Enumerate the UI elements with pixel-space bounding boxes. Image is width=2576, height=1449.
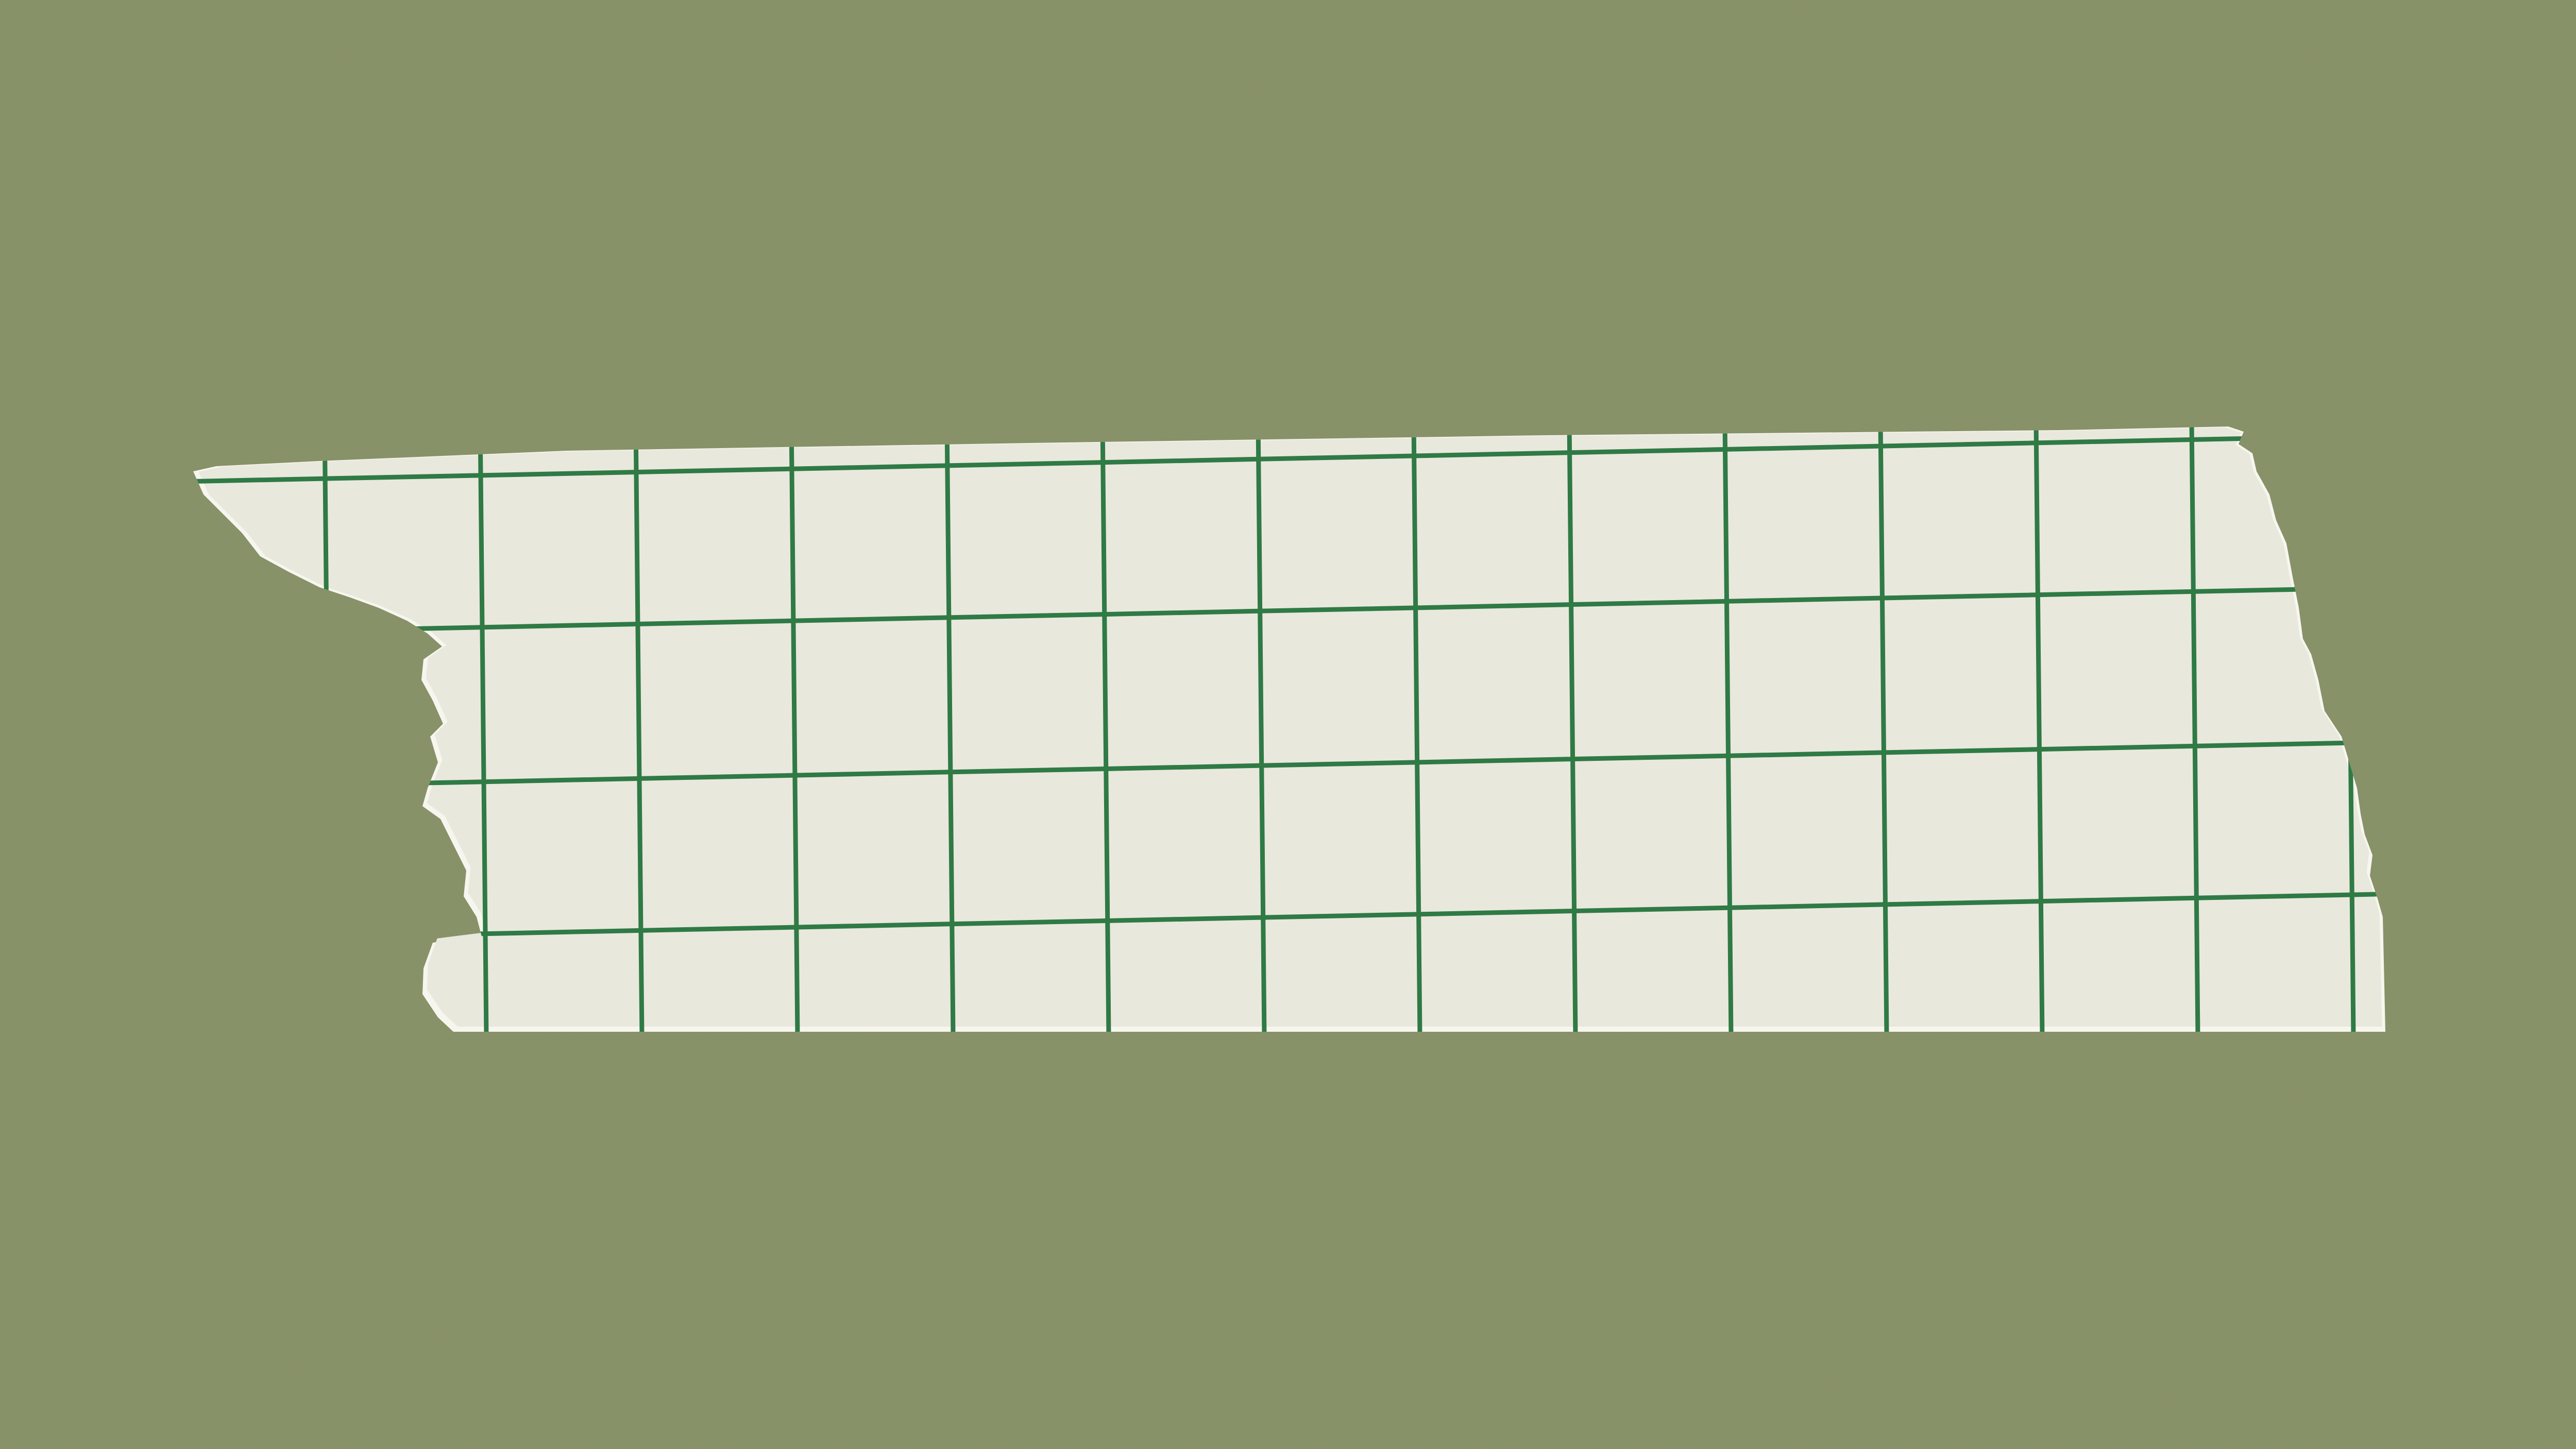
tape-paper [199, 428, 2382, 1027]
washi-tape [180, 422, 2401, 1035]
